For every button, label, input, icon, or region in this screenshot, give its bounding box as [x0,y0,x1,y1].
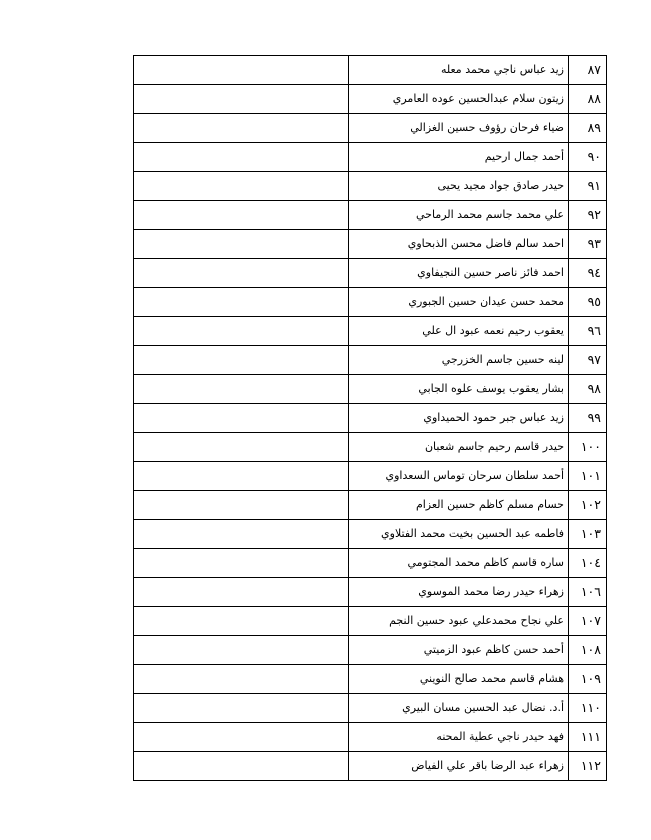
empty-cell [134,578,349,607]
name-cell: احمد فائز ناصر حسين النجيفاوي [349,259,569,288]
name-cell: أحمد حسن كاظم عبود الزميتي [349,636,569,665]
table-row [134,433,607,462]
table-row [134,85,607,114]
table-row [134,491,607,520]
table-row [134,317,607,346]
name-cell: ضياء فرحان رؤوف حسين الغزالي [349,114,569,143]
row-number-cell: ١٠٧ [569,607,607,636]
empty-cell [134,462,349,491]
row-number-cell: ١٠٦ [569,578,607,607]
name-cell: حسام مسلم كاظم حسين العزام [349,491,569,520]
name-cell: هشام قاسم محمد صالح النويني [349,665,569,694]
row-number-cell: ١٠٢ [569,491,607,520]
row-number-cell: ١٠٤ [569,549,607,578]
row-number-cell: ٩٥ [569,288,607,317]
name-cell: أحمد سلطان سرحان توماس السعداوي [349,462,569,491]
table-row [134,288,607,317]
name-cell: علي محمد جاسم محمد الرماحي [349,201,569,230]
empty-cell [134,85,349,114]
table-row [134,578,607,607]
name-cell: زهراء حيدر رضا محمد الموسوي [349,578,569,607]
table-row [134,114,607,143]
row-number-cell: ٩٣ [569,230,607,259]
row-number-cell: ١١٢ [569,752,607,781]
table-row [134,665,607,694]
empty-cell [134,201,349,230]
row-number-cell: ١١٠ [569,694,607,723]
empty-cell [134,288,349,317]
name-cell: محمد حسن عيدان حسين الجبوري [349,288,569,317]
empty-cell [134,665,349,694]
name-cell: يعقوب رحيم نعمه عبود ال علي [349,317,569,346]
table-row [134,201,607,230]
empty-cell [134,491,349,520]
empty-cell [134,694,349,723]
name-cell: حيدر صادق جواد مجيد يحيى [349,172,569,201]
row-number-cell: ٨٨ [569,85,607,114]
empty-cell [134,404,349,433]
name-cell: أحمد جمال ارحيم [349,143,569,172]
name-cell: فاطمه عبد الحسين بخيت محمد الفتلاوي [349,520,569,549]
table-row [134,752,607,781]
row-number-cell: ٩٢ [569,201,607,230]
name-cell: زهراء عبد الرضا باقر علي الفياض [349,752,569,781]
empty-cell [134,520,349,549]
empty-cell [134,346,349,375]
empty-cell [134,375,349,404]
name-cell: زيد عباس ناجي محمد معله [349,56,569,85]
row-number-cell: ٨٧ [569,56,607,85]
empty-cell [134,143,349,172]
table-row [134,636,607,665]
row-number-cell: ١٠٩ [569,665,607,694]
name-cell: لينه حسين جاسم الخزرجي [349,346,569,375]
row-number-cell: ٩٦ [569,317,607,346]
table-row [134,723,607,752]
table-row [134,404,607,433]
empty-cell [134,317,349,346]
empty-cell [134,607,349,636]
empty-cell [134,549,349,578]
empty-cell [134,172,349,201]
name-cell: علي نجاح محمدعلي عبود حسين النجم [349,607,569,636]
row-number-cell: ٩٩ [569,404,607,433]
row-number-cell: ٩٨ [569,375,607,404]
table-row [134,259,607,288]
name-cell: بشار يعقوب يوسف علوه الجابي [349,375,569,404]
row-number-cell: ٩١ [569,172,607,201]
table-row [134,375,607,404]
name-cell: فهد حيدر ناجي عطية المحنه [349,723,569,752]
row-number-cell: ١٠٣ [569,520,607,549]
row-number-cell: ١٠٨ [569,636,607,665]
table-row [134,143,607,172]
table-row [134,230,607,259]
empty-cell [134,723,349,752]
row-number-cell: ٩٤ [569,259,607,288]
table-row [134,346,607,375]
empty-cell [134,56,349,85]
table-row [134,549,607,578]
name-cell: أ.د. نضال عبد الحسين مسان البيري [349,694,569,723]
row-number-cell: ١١١ [569,723,607,752]
empty-cell [134,230,349,259]
names-table [133,55,607,781]
name-cell: حيدر قاسم رحيم جاسم شعبان [349,433,569,462]
empty-cell [134,433,349,462]
table-row [134,172,607,201]
names-table-body [134,56,607,781]
table-row [134,607,607,636]
empty-cell [134,114,349,143]
row-number-cell: ١٠١ [569,462,607,491]
table-row [134,520,607,549]
table-row [134,56,607,85]
table-row [134,694,607,723]
name-cell: احمد سالم فاضل محسن الذبحاوي [349,230,569,259]
name-cell: ساره قاسم كاظم محمد المجتومي [349,549,569,578]
row-number-cell: ١٠٠ [569,433,607,462]
empty-cell [134,752,349,781]
empty-cell [134,259,349,288]
row-number-cell: ٨٩ [569,114,607,143]
name-cell: زيتون سلام عبدالحسين عوده العامري [349,85,569,114]
row-number-cell: ٩٧ [569,346,607,375]
row-number-cell: ٩٠ [569,143,607,172]
empty-cell [134,636,349,665]
name-cell: زيد عباس جبر حمود الحميداوي [349,404,569,433]
table-row [134,462,607,491]
